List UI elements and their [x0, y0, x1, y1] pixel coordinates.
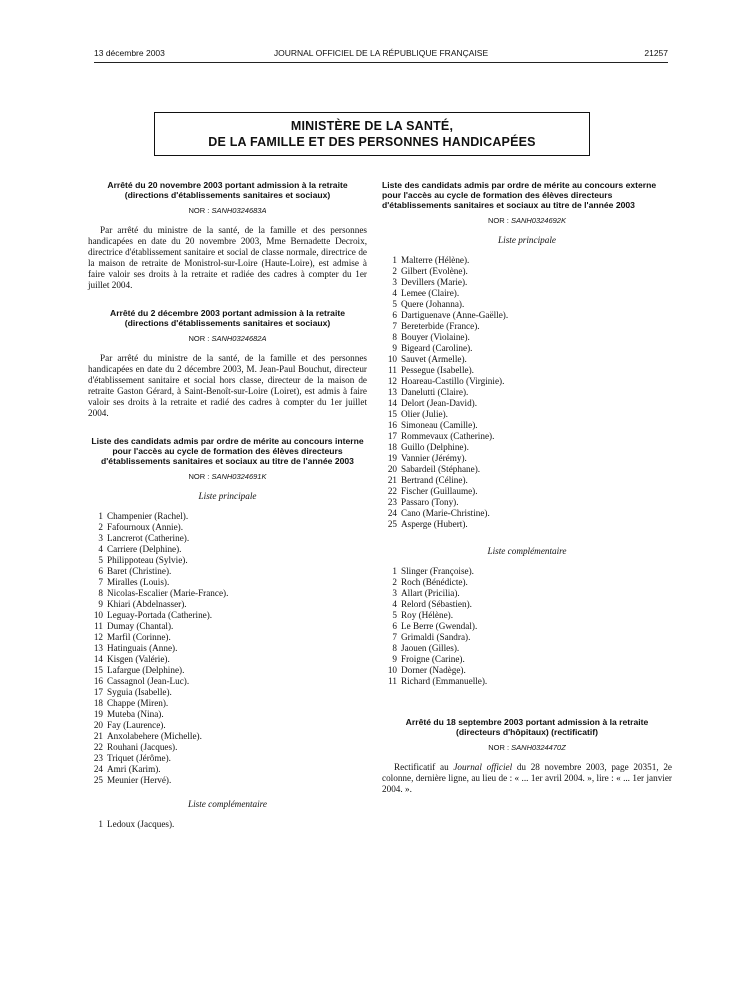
- candidate-name: Malterre (Hélène).: [401, 255, 470, 265]
- liste-title: Liste des candidats admis par ordre de mérite au concours interne pour l'accès au cycle de formation des élèves directeurs d'établissements sanitaires et sociaux au titre de l'année 2003: [91, 436, 364, 466]
- liste-concours-externe: [382, 180, 672, 687]
- nor-reference: [88, 333, 367, 344]
- rank-number: 16: [93, 676, 103, 686]
- rank-number: 21: [93, 731, 103, 741]
- arrete-title: Arrêté du 18 septembre 2003 portant admission à la retraite (directeurs d'hôpitaux) (rectificatif): [405, 717, 649, 737]
- rank-number: 25: [93, 775, 103, 785]
- rank-number: 16: [387, 420, 397, 430]
- nor-reference: [382, 215, 672, 226]
- list-item: [91, 676, 367, 687]
- nor-label: NOR :: [488, 743, 510, 752]
- list-item: [91, 522, 367, 533]
- candidate-name: Meunier (Hervé).: [107, 775, 172, 785]
- rectificatif-text-end: du 28 novembre 2003, page 20351, 2e colonne, dernière ligne, au lieu de : « ... 1er avril 2004. », lire : « ... 1er janvier 2004. ».: [382, 762, 672, 794]
- ministry-heading-box: [154, 112, 590, 156]
- list-item: [385, 475, 672, 486]
- rank-number: 12: [387, 376, 397, 386]
- list-item: [385, 321, 672, 332]
- rank-number: 1: [392, 566, 397, 576]
- rank-number: 4: [98, 544, 103, 554]
- nor-label: NOR :: [488, 216, 509, 225]
- candidate-name: Devillers (Marie).: [401, 277, 468, 287]
- list-item: [91, 654, 367, 665]
- list-item: [91, 555, 367, 566]
- candidate-name: Guillo (Delphine).: [401, 442, 469, 452]
- rank-number: 8: [392, 332, 397, 342]
- arrete-2-decembre: [88, 308, 367, 419]
- candidate-name: Passaro (Tony).: [401, 497, 459, 507]
- rank-number: 6: [392, 621, 397, 631]
- liste-complementaire: [88, 819, 367, 830]
- rank-number: 25: [387, 519, 397, 529]
- rank-number: 3: [98, 533, 103, 543]
- arrete-body: Par arrêté du ministre de la santé, de la famille et des personnes handicapées en date du 2 décembre 2003, M. Jean-Paul Bouchut, directeur d'établissement sanitaire et social hors classe, directeur de la maison de retraite Gaston Gérard, à Saint-Benoît-sur-Loire (Loiret), est admis à faire valoir ses droits à la retraite et radié des cadres à compter du 1er juillet 2004.: [88, 353, 367, 418]
- list-item: [91, 698, 367, 709]
- liste-complementaire-heading: Liste complémentaire: [187, 799, 267, 809]
- rank-number: 5: [392, 299, 397, 309]
- list-item: [385, 332, 672, 343]
- list-item: [385, 519, 672, 530]
- ministry-line-2: DE LA FAMILLE ET DES PERSONNES HANDICAPÉES: [208, 135, 536, 149]
- list-item: [91, 742, 367, 753]
- list-item: [91, 511, 367, 522]
- nor-reference: [88, 205, 367, 216]
- list-item: [91, 775, 367, 786]
- liste-principale: [88, 511, 367, 786]
- list-item: [385, 442, 672, 453]
- nor-label: NOR :: [188, 334, 210, 343]
- candidate-name: Vannier (Jérémy).: [401, 453, 467, 463]
- arrete-title: Arrêté du 2 décembre 2003 portant admission à la retraite (directions d'établissements sanitaires et sociaux): [110, 308, 345, 328]
- list-item: [385, 486, 672, 497]
- candidate-name: Gilbert (Evolène).: [401, 266, 468, 276]
- candidate-name: Danelutti (Claire).: [401, 387, 469, 397]
- list-item: [91, 533, 367, 544]
- list-item: [385, 566, 672, 577]
- list-item: [385, 431, 672, 442]
- journal-officiel-italic: Journal officiel: [453, 762, 513, 772]
- arrete-18-septembre-rectificatif: [382, 717, 672, 795]
- rank-number: 11: [94, 621, 103, 631]
- liste-principale-heading: Liste principale: [498, 235, 556, 245]
- list-item: [385, 654, 672, 665]
- list-item: [385, 387, 672, 398]
- list-item: [385, 365, 672, 376]
- candidate-name: Relord (Sébastien).: [401, 599, 472, 609]
- liste-complementaire-heading: Liste complémentaire: [487, 546, 567, 556]
- candidate-name: Dumay (Chantal).: [107, 621, 174, 631]
- rank-number: 2: [98, 522, 103, 532]
- list-item: [385, 508, 672, 519]
- list-item: [385, 676, 672, 687]
- list-item: [91, 621, 367, 632]
- list-item: [91, 632, 367, 643]
- candidate-name: Roy (Hélène).: [401, 610, 454, 620]
- list-item: [385, 577, 672, 588]
- left-column: [88, 180, 367, 830]
- list-item: [385, 621, 672, 632]
- rank-number: 7: [392, 321, 397, 331]
- list-item: [91, 588, 367, 599]
- list-item: [385, 310, 672, 321]
- list-item: [91, 577, 367, 588]
- candidate-name: Syguia (Isabelle).: [107, 687, 172, 697]
- candidate-name: Quere (Johanna).: [401, 299, 465, 309]
- rank-number: 15: [387, 409, 397, 419]
- rank-number: 2: [392, 577, 397, 587]
- rank-number: 5: [392, 610, 397, 620]
- rank-number: 18: [387, 442, 397, 452]
- candidate-name: Bigeard (Caroline).: [401, 343, 473, 353]
- rank-number: 9: [392, 654, 397, 664]
- arrete-title: Arrêté du 20 novembre 2003 portant admission à la retraite (directions d'établissements sanitaires et sociaux): [107, 180, 348, 200]
- rank-number: 22: [387, 486, 397, 496]
- list-item: [91, 610, 367, 621]
- rank-number: 9: [392, 343, 397, 353]
- list-item: [385, 497, 672, 508]
- candidate-name: Bertrand (Céline).: [401, 475, 468, 485]
- list-item: [91, 753, 367, 764]
- candidate-name: Bereterbide (France).: [401, 321, 480, 331]
- candidate-name: Nicolas-Escalier (Marie-France).: [107, 588, 229, 598]
- candidate-name: Muteba (Nina).: [107, 709, 164, 719]
- header-date: 13 décembre 2003: [94, 48, 165, 58]
- rank-number: 3: [392, 277, 397, 287]
- candidate-name: Roch (Bénédicte).: [401, 577, 468, 587]
- nor-reference: [88, 471, 367, 482]
- candidate-name: Anxolabehere (Michelle).: [107, 731, 202, 741]
- list-item: [385, 376, 672, 387]
- candidate-name: Simoneau (Camille).: [401, 420, 478, 430]
- list-item: [385, 277, 672, 288]
- candidate-name: Philippoteau (Sylvie).: [107, 555, 188, 565]
- nor-code: SANH0324682A: [211, 334, 267, 343]
- rank-number: 23: [93, 753, 103, 763]
- candidate-name: Slinger (Françoise).: [401, 566, 474, 576]
- rank-number: 14: [93, 654, 103, 664]
- rank-number: 12: [93, 632, 103, 642]
- candidate-name: Triquet (Jérôme).: [107, 753, 171, 763]
- rank-number: 22: [93, 742, 103, 752]
- list-item: [385, 643, 672, 654]
- list-item: [91, 720, 367, 731]
- candidate-name: Fafournoux (Annie).: [107, 522, 184, 532]
- liste-complementaire: [382, 566, 672, 687]
- candidate-name: Ledoux (Jacques).: [107, 819, 175, 829]
- list-item: [385, 632, 672, 643]
- rank-number: 23: [387, 497, 397, 507]
- candidate-name: Champenier (Rachel).: [107, 511, 189, 521]
- list-item: [91, 731, 367, 742]
- candidate-name: Hatinguais (Anne).: [107, 643, 178, 653]
- rank-number: 13: [387, 387, 397, 397]
- rank-number: 11: [388, 676, 397, 686]
- rank-number: 6: [392, 310, 397, 320]
- rank-number: 19: [387, 453, 397, 463]
- list-item: [385, 588, 672, 599]
- nor-code: SANH0324691K: [211, 472, 267, 481]
- rank-number: 3: [392, 588, 397, 598]
- list-item: [91, 665, 367, 676]
- liste-concours-interne: [88, 436, 367, 830]
- nor-code: SANH0324683A: [211, 206, 267, 215]
- rank-number: 15: [93, 665, 103, 675]
- candidate-name: Sauvet (Armelle).: [401, 354, 467, 364]
- list-item: [91, 764, 367, 775]
- rank-number: 4: [392, 599, 397, 609]
- candidate-name: Kisgen (Valérie).: [107, 654, 170, 664]
- candidate-name: Lafargue (Delphine).: [107, 665, 185, 675]
- rank-number: 21: [387, 475, 397, 485]
- list-item: [385, 599, 672, 610]
- candidate-name: Lancrerot (Catherine).: [107, 533, 190, 543]
- candidate-name: Carriere (Delphine).: [107, 544, 182, 554]
- list-item: [385, 398, 672, 409]
- rank-number: 19: [93, 709, 103, 719]
- rank-number: 1: [98, 819, 103, 829]
- list-item: [91, 544, 367, 555]
- rank-number: 6: [98, 566, 103, 576]
- rank-number: 7: [98, 577, 103, 587]
- candidate-name: Lemee (Claire).: [401, 288, 460, 298]
- nor-label: NOR :: [188, 472, 210, 481]
- candidate-name: Amri (Karim).: [107, 764, 161, 774]
- list-item: [91, 687, 367, 698]
- list-item: [385, 420, 672, 431]
- arrete-body: Par arrêté du ministre de la santé, de la famille et des personnes handicapées en date du 20 novembre 2003, Mme Bernadette Decroix, directrice d'établissement sanitaire et social de classe normale, directrice de la maison de retraite de Monistrol-sur-Loire (Haute-Loire), est admise à faire valoir ses droits à la retraite et radiée des cadres à compter du 1er juillet 2004.: [88, 225, 367, 290]
- list-item: [385, 288, 672, 299]
- candidate-name: Grimaldi (Sandra).: [401, 632, 471, 642]
- candidate-name: Hoareau-Castillo (Virginie).: [401, 376, 505, 386]
- ministry-line-1: MINISTÈRE DE LA SANTÉ,: [290, 119, 454, 133]
- header-page-number: 21257: [644, 48, 668, 58]
- rank-number: 9: [98, 599, 103, 609]
- rank-number: 4: [392, 288, 397, 298]
- rank-number: 18: [93, 698, 103, 708]
- list-item: [91, 599, 367, 610]
- candidate-name: Fay (Laurence).: [107, 720, 166, 730]
- rectificatif-body: [382, 762, 672, 795]
- liste-title: Liste des candidats admis par ordre de mérite au concours externe pour l'accès au cycle de formation des élèves directeurs d'établissements sanitaires et sociaux au titre de l'année 2003: [382, 180, 657, 210]
- rank-number: 10: [387, 354, 397, 364]
- rank-number: 24: [93, 764, 103, 774]
- candidate-name: Bouyer (Violaine).: [401, 332, 470, 342]
- list-item: [385, 665, 672, 676]
- candidate-name: Dartiguenave (Anne-Gaëlle).: [401, 310, 509, 320]
- list-item: [385, 610, 672, 621]
- right-column: [382, 180, 672, 795]
- list-item: [385, 354, 672, 365]
- nor-code: SANH0324692K: [510, 216, 566, 225]
- list-item: [91, 709, 367, 720]
- liste-principale-heading: Liste principale: [198, 491, 257, 501]
- rank-number: 8: [98, 588, 103, 598]
- list-item: [385, 299, 672, 310]
- rank-number: 5: [98, 555, 103, 565]
- candidate-name: Pessegue (Isabelle).: [401, 365, 474, 375]
- candidate-name: Froigne (Carine).: [401, 654, 465, 664]
- rank-number: 20: [93, 720, 103, 730]
- candidate-name: Asperge (Hubert).: [401, 519, 468, 529]
- candidate-name: Le Berre (Gwendal).: [401, 621, 478, 631]
- list-item: [385, 255, 672, 266]
- header-rule: [94, 62, 668, 63]
- rank-number: 7: [392, 632, 397, 642]
- candidate-name: Allart (Pricilia).: [401, 588, 460, 598]
- candidate-name: Richard (Emmanuelle).: [401, 676, 488, 686]
- list-item: [91, 643, 367, 654]
- rank-number: 2: [392, 266, 397, 276]
- candidate-name: Chappe (Miren).: [107, 698, 169, 708]
- candidate-name: Fischer (Guillaume).: [401, 486, 478, 496]
- arrete-20-novembre: [88, 180, 367, 291]
- nor-reference: [382, 742, 672, 753]
- candidate-name: Delort (Jean-David).: [401, 398, 478, 408]
- list-item: [91, 819, 367, 830]
- nor-code: SANH0324470Z: [511, 743, 566, 752]
- candidate-name: Cano (Marie-Christine).: [401, 508, 490, 518]
- liste-principale: [382, 255, 672, 530]
- candidate-name: Baret (Christine).: [107, 566, 172, 576]
- candidate-name: Khiari (Abdelnasser).: [107, 599, 187, 609]
- rank-number: 10: [93, 610, 103, 620]
- rank-number: 1: [98, 511, 103, 521]
- rank-number: 11: [388, 365, 397, 375]
- rank-number: 13: [93, 643, 103, 653]
- candidate-name: Rommevaux (Catherine).: [401, 431, 495, 441]
- rank-number: 20: [387, 464, 397, 474]
- header-journal-title: JOURNAL OFFICIEL DE LA RÉPUBLIQUE FRANÇAISE: [273, 48, 489, 58]
- candidate-name: Sabardeil (Stéphane).: [401, 464, 481, 474]
- candidate-name: Rouhani (Jacques).: [107, 742, 178, 752]
- list-item: [385, 343, 672, 354]
- rectificatif-text-start: Rectificatif au: [394, 762, 454, 772]
- candidate-name: Miralles (Louis).: [107, 577, 170, 587]
- candidate-name: Leguay-Portada (Catherine).: [107, 610, 213, 620]
- rank-number: 8: [392, 643, 397, 653]
- candidate-name: Marfil (Corinne).: [107, 632, 171, 642]
- rank-number: 1: [392, 255, 397, 265]
- candidate-name: Dorner (Nadège).: [401, 665, 466, 675]
- list-item: [385, 453, 672, 464]
- nor-label: NOR :: [188, 206, 210, 215]
- rank-number: 17: [387, 431, 397, 441]
- list-item: [385, 464, 672, 475]
- rank-number: 10: [387, 665, 397, 675]
- list-item: [385, 409, 672, 420]
- candidate-name: Olier (Julie).: [401, 409, 448, 419]
- rank-number: 24: [387, 508, 397, 518]
- rank-number: 17: [93, 687, 103, 697]
- candidate-name: Cassagnol (Jean-Luc).: [107, 676, 190, 686]
- list-item: [91, 566, 367, 577]
- candidate-name: Jaouen (Gilles).: [401, 643, 460, 653]
- running-header: [94, 48, 668, 62]
- list-item: [385, 266, 672, 277]
- rank-number: 14: [387, 398, 397, 408]
